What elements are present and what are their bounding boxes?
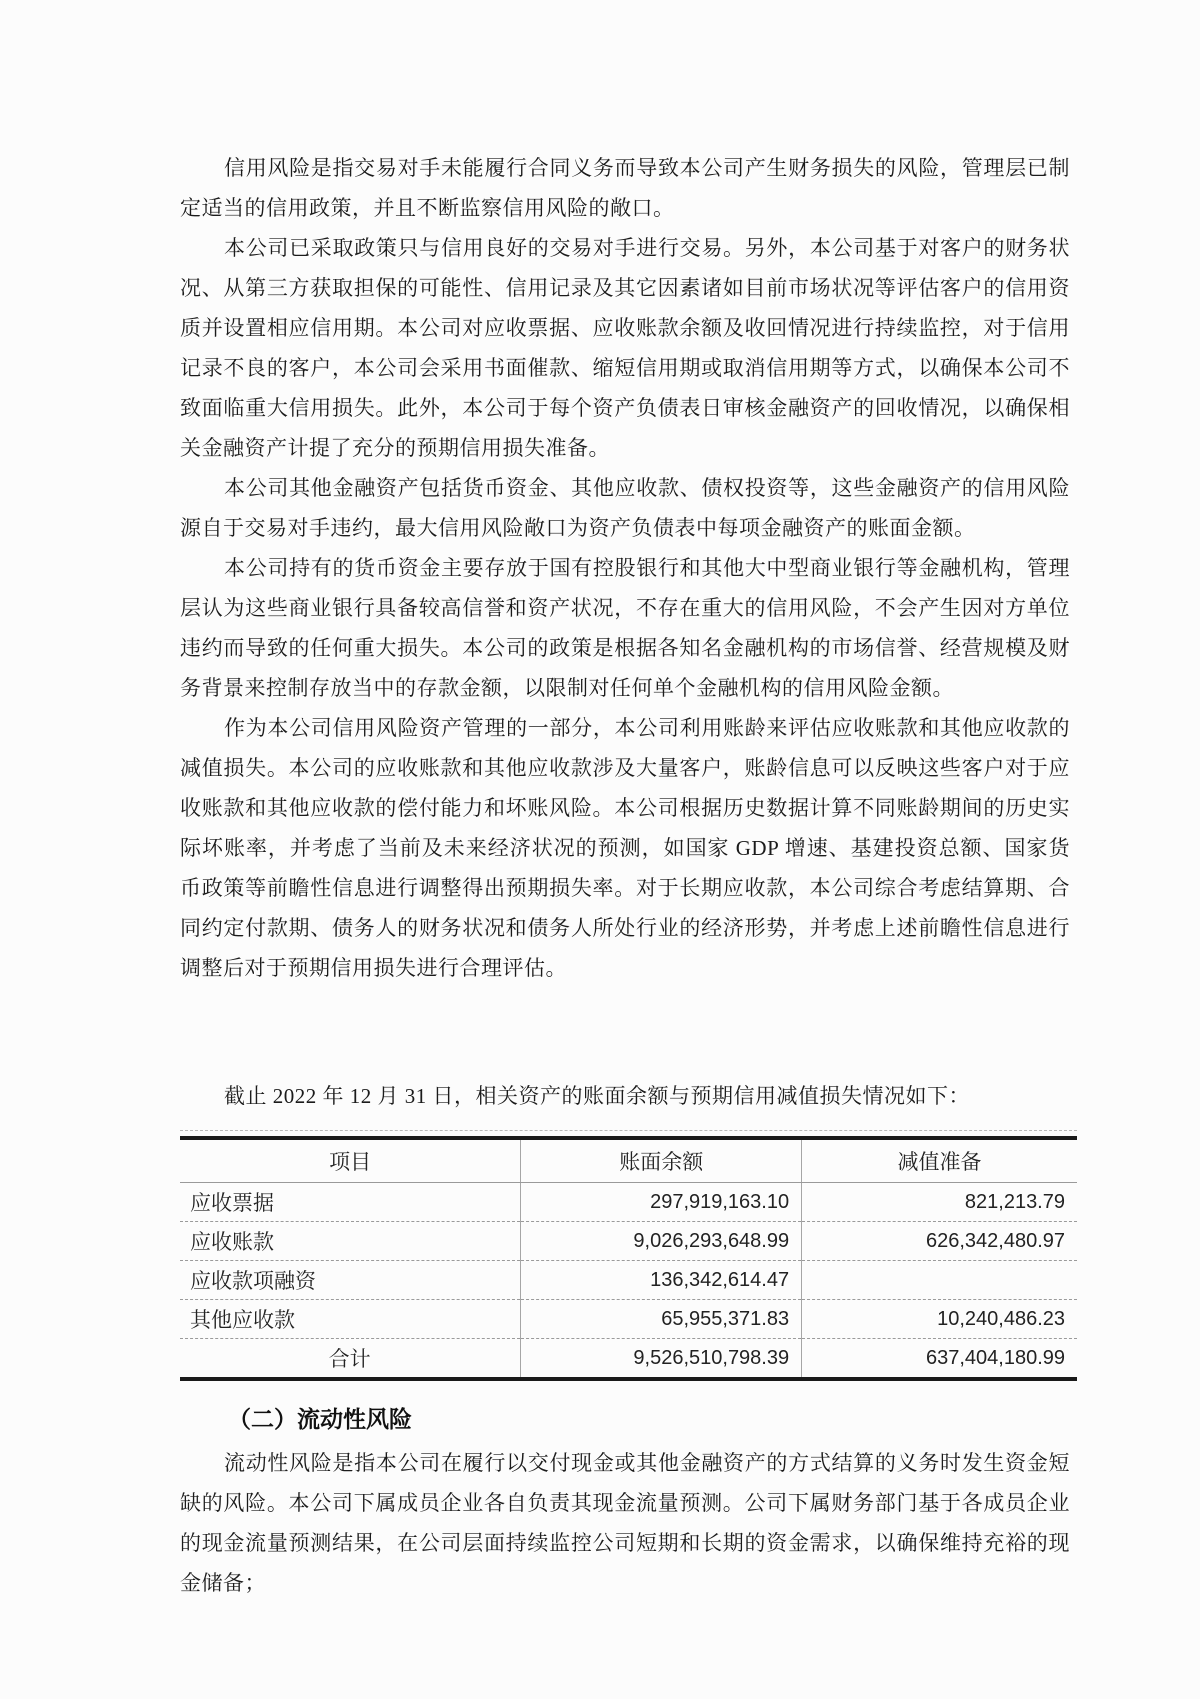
row-balance-value: 297,919,163.10 — [521, 1183, 802, 1222]
document-content — [180, 148, 1070, 1603]
table-row — [180, 1261, 1077, 1300]
row-item-label: 其他应收款 — [180, 1300, 521, 1339]
paragraph-liquidity-risk: 流动性风险是指本公司在履行以交付现金或其他金融资产的方式结算的义务时发生资金短缺的风险。本公司下属成员企业各自负责其现金流量预测。公司下属财务部门基于各成员企业的现金流量预测结果，在公司层面持续监控公司短期和长期的资金需求，以确保维持充裕的现金储备； — [180, 1451, 1070, 1595]
impairment-table — [180, 1136, 1077, 1381]
column-header-impairment: 减值准备 — [802, 1138, 1077, 1183]
total-impairment-value: 637,404,180.99 — [802, 1339, 1077, 1380]
row-balance-value: 9,026,293,648.99 — [521, 1222, 802, 1261]
paragraph-credit-risk-definition: 信用风险是指交易对手未能履行合同义务而导致本公司产生财务损失的风险，管理层已制定适当的信用政策，并且不断监察信用风险的敞口。 — [180, 156, 1070, 220]
paragraph-credit-policy: 本公司已采取政策只与信用良好的交易对手进行交易。另外，本公司基于对客户的财务状况、从第三方获取担保的可能性、信用记录及其它因素诸如目前市场状况等评估客户的信用资质并设置相应信用期。本公司对应收票据、应收账款余额及收回情况进行持续监控，对于信用记录不良的客户，本公司会采用书面催款、缩短信用期或取消信用期等方式，以确保本公司不致面临重大信用损失。此外，本公司于每个资产负债表日审核金融资产的回收情况，以确保相关金融资产计提了充分的预期信用损失准备。 — [180, 236, 1070, 460]
row-impairment-value: 626,342,480.97 — [802, 1222, 1077, 1261]
row-item-label: 应收账款 — [180, 1222, 521, 1261]
row-balance-value: 65,955,371.83 — [521, 1300, 802, 1339]
table-header-row — [180, 1138, 1077, 1183]
row-balance-value: 136,342,614.47 — [521, 1261, 802, 1300]
row-item-label: 应收款项融资 — [180, 1261, 521, 1300]
row-item-label: 应收票据 — [190, 1191, 274, 1215]
table-row — [180, 1222, 1077, 1261]
table-total-row — [180, 1339, 1077, 1380]
row-impairment-value: 10,240,486.23 — [802, 1300, 1077, 1339]
paragraph-aging-analysis: 作为本公司信用风险资产管理的一部分，本公司利用账龄来评估应收账款和其他应收款的减值损失。本公司的应收账款和其他应收款涉及大量客户，账龄信息可以反映这些客户对于应收账款和其他应收款的偿付能力和坏账风险。本公司根据历史数据计算不同账龄期间的历史实际坏账率，并考虑了当前及未来经济状况的预测，如国家 GDP 增速、基建投资总额、国家货币政策等前瞻性信息进行调整得出预期损失率。对于长期应收款，本公司综合考虑结算期、合同约定付款期、债务人的财务状况和债务人所处行业的经济形势，并考虑上述前瞻性信息进行调整后对于预期信用损失进行合理评估。 — [180, 716, 1070, 980]
total-balance-value: 9,526,510,798.39 — [521, 1339, 802, 1380]
table-row — [180, 1183, 1077, 1222]
table-intro: 截止 2022 年 12 月 31 日，相关资产的账面余额与预期信用减值损失情况如下： — [224, 1084, 970, 1108]
paragraph-other-financial-assets: 本公司其他金融资产包括货币资金、其他应收款、债权投资等，这些金融资产的信用风险源自于交易对手违约，最大信用风险敞口为资产负债表中每项金融资产的账面金额。 — [180, 476, 1070, 540]
paragraph-cash-deposits-banks: 本公司持有的货币资金主要存放于国有控股银行和其他大中型商业银行等金融机构，管理层认为这些商业银行具备较高信誉和资产状况，不存在重大的信用风险，不会产生因对方单位违约而导致的任何重大损失。本公司的政策是根据各知名金融机构的市场信誉、经营规模及财务背景来控制存放当中的存款金额，以限制对任何单个金融机构的信用风险金额。 — [180, 556, 1070, 700]
row-impairment-value — [802, 1261, 1077, 1300]
row-impairment-value: 821,213.79 — [802, 1183, 1077, 1222]
table-row — [180, 1300, 1077, 1339]
column-header-balance: 账面余额 — [521, 1138, 802, 1183]
section-heading-liquidity-risk: （二）流动性风险 — [228, 1406, 412, 1432]
total-row-label: 合计 — [180, 1339, 521, 1380]
impairment-table-wrapper — [180, 1130, 1077, 1381]
column-header-item: 项目 — [180, 1138, 521, 1183]
